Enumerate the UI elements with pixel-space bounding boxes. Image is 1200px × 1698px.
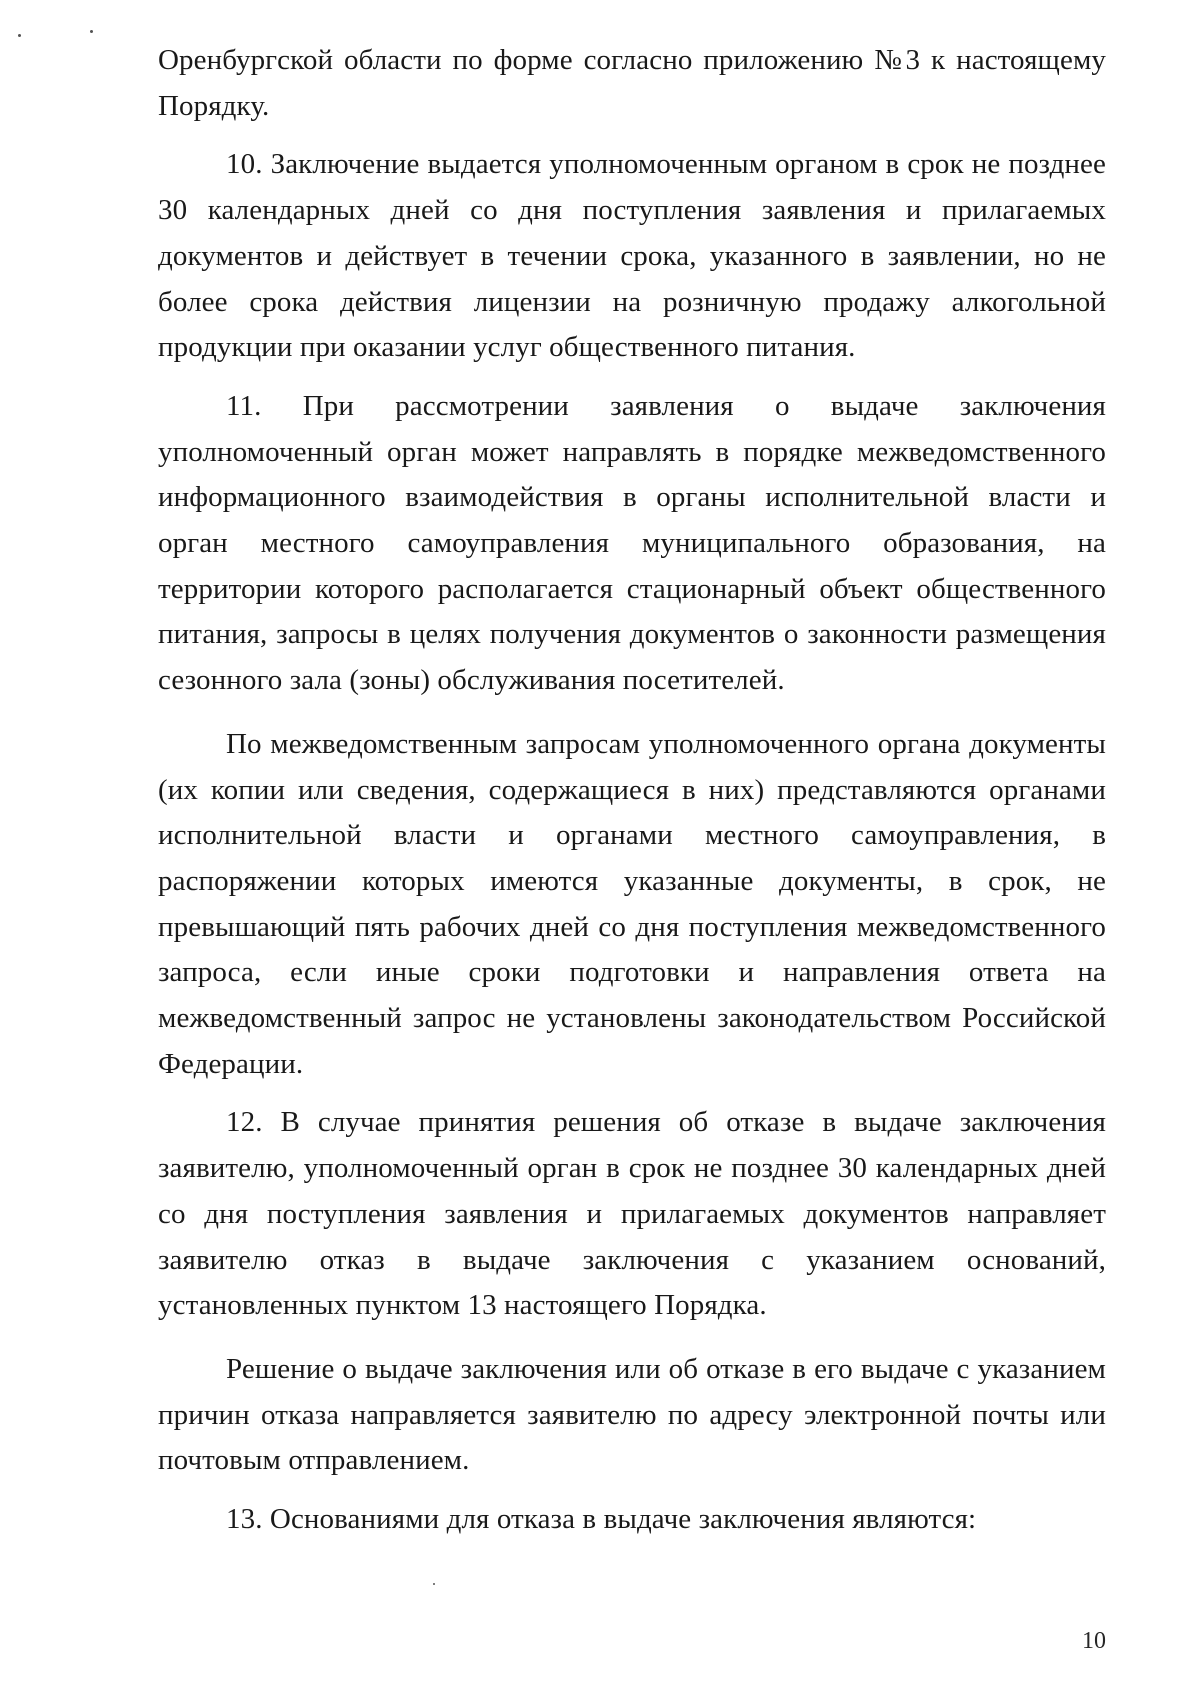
paragraph-continuation: Оренбургской области по форме согласно приложению №3 к настоящему Порядку. <box>158 44 1106 122</box>
scan-speck <box>18 34 21 37</box>
paragraph-interagency-requests: По межведомственным запросам уполномоченного органа документы (их копии или сведения, содержащиеся в них) представляются органами исполнительной власти и органами местного самоуправления, в распоряжении которых имеются указанные документы, в срок, не превышающий пять рабочих дней со дня поступления межведомственного запроса, если иные сроки подготовки и направления ответа на межведомственный запрос не установлены законодательством Российской Федерации. <box>158 727 1106 1080</box>
paragraph-item-12: 12. В случае принятия решения об отказе в выдаче заключения заявителю, уполномоченный орган в срок не позднее 30 календарных дней со дня поступления заявления и прилагаемых документов направляет заявителю отказ в выдаче заключения с указанием оснований, установленных пунктом 13 настоящего Порядка. <box>158 1106 1106 1322</box>
paragraph-item-10: 10. Заключение выдается уполномоченным органом в срок не позднее 30 календарных дней со дня поступления заявления и прилагаемых документов и действует в течении срока, указанного в заявлении, но не более срока действия лицензии на розничную продажу алкогольной продукции при оказании услуг общественного питания. <box>158 148 1106 364</box>
scan-speck <box>90 30 93 33</box>
paragraph-item-11: 11. При рассмотрении заявления о выдаче заключения уполномоченный орган может направлять в порядке межведомственного информационного взаимодействия в органы исполнительной власти и орган местного самоуправления муниципального образования, на территории которого располагается стационарный объект общественного питания, запросы в целях получения документов о законности размещения сезонного зала (зоны) обслуживания посетителей. <box>158 389 1106 697</box>
document-body <box>158 38 1106 1543</box>
paragraph-decision-delivery: Решение о выдаче заключения или об отказе в его выдаче с указанием причин отказа направляется заявителю по адресу электронной почты или почтовым отправлением. <box>158 1352 1106 1477</box>
page-number: 10 <box>1082 1628 1106 1654</box>
paragraph-item-13: 13. Основаниями для отказа в выдаче заключения являются: <box>226 1503 977 1536</box>
scan-speck <box>433 1583 435 1585</box>
